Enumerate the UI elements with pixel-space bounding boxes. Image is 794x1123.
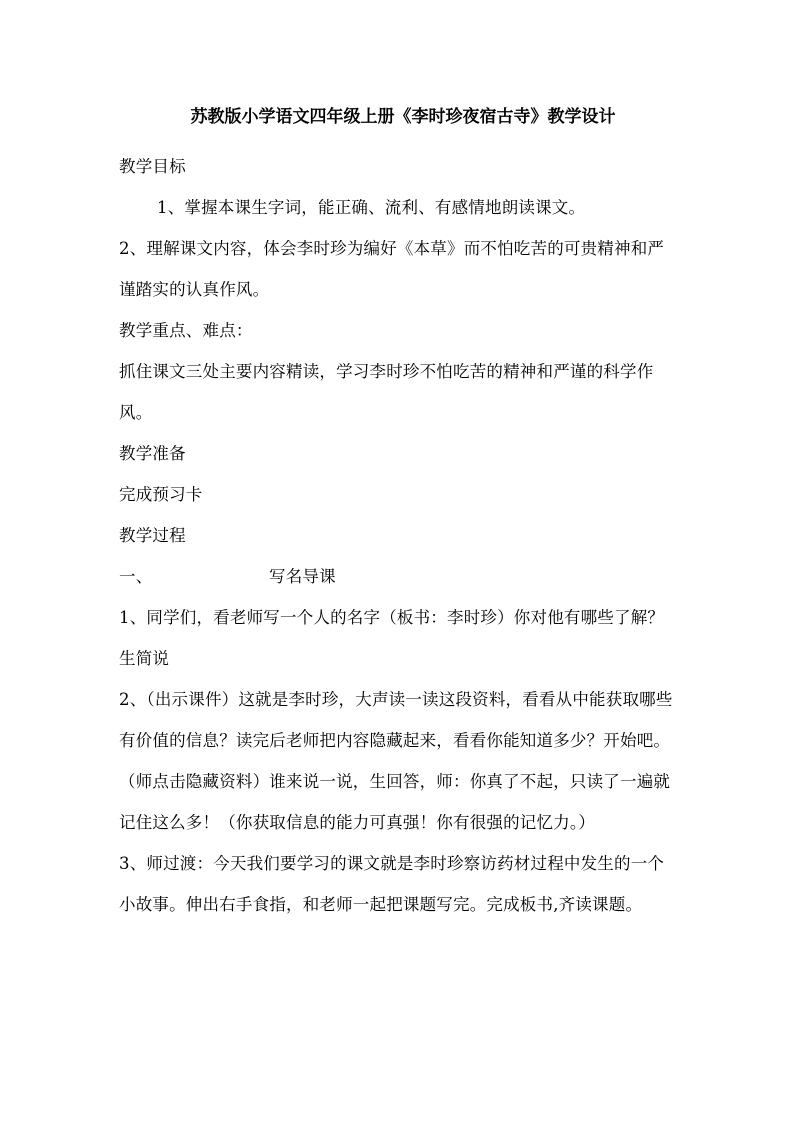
objective-2: 2、理解课文内容，体会李时珍为编好《本草》而不怕吃苦的可贵精神和严谨踏实的认真作风。 [119, 239, 665, 299]
step-2: 2、（出示课件）这就是李时珍，大声读一读这段资料，看看从中能获取哪些有价值的信息？读完后老师把内容隐藏起来，看看你能知道多少？开始吧。（师点击隐藏资料）谁来说一说，生回答，师：你真了不起，只读了一遍就记住这么多！（你获取信息的能力可真强！你有很强的记忆力。） [119, 690, 673, 832]
objectives-heading: 教学目标 [119, 157, 186, 176]
step-3: 3、师过渡：今天我们要学习的课文就是李时珍察访药材过程中发生的一个小故事。伸出右手食指，和老师一起把课题写完。完成板书,齐读课题。 [119, 854, 665, 914]
key-points-heading: 教学重点、难点： [119, 321, 253, 340]
document-body [119, 104, 679, 925]
document-title: 苏教版小学语文四年级上册《李时珍夜宿古寺》教学设计 [190, 107, 616, 127]
section-1-title: 写名导课 [269, 567, 336, 586]
preparation-heading: 教学准备 [119, 444, 186, 463]
section-1-number: 一、 [119, 567, 153, 586]
preparation-text: 完成预习卡 [119, 485, 203, 504]
process-heading: 教学过程 [119, 526, 186, 545]
step-1: 1、同学们，看老师写一个人的名字（板书：李时珍）你对他有哪些了解？生简说 [119, 608, 665, 668]
key-points-text: 抓住课文三处主要内容精读，学习李时珍不怕吃苦的精神和严谨的科学作风。 [119, 362, 654, 422]
section-1-heading [119, 556, 679, 597]
objective-1: 1、掌握本课生字词，能正确、流利、有感情地朗读课文。 [157, 198, 586, 217]
